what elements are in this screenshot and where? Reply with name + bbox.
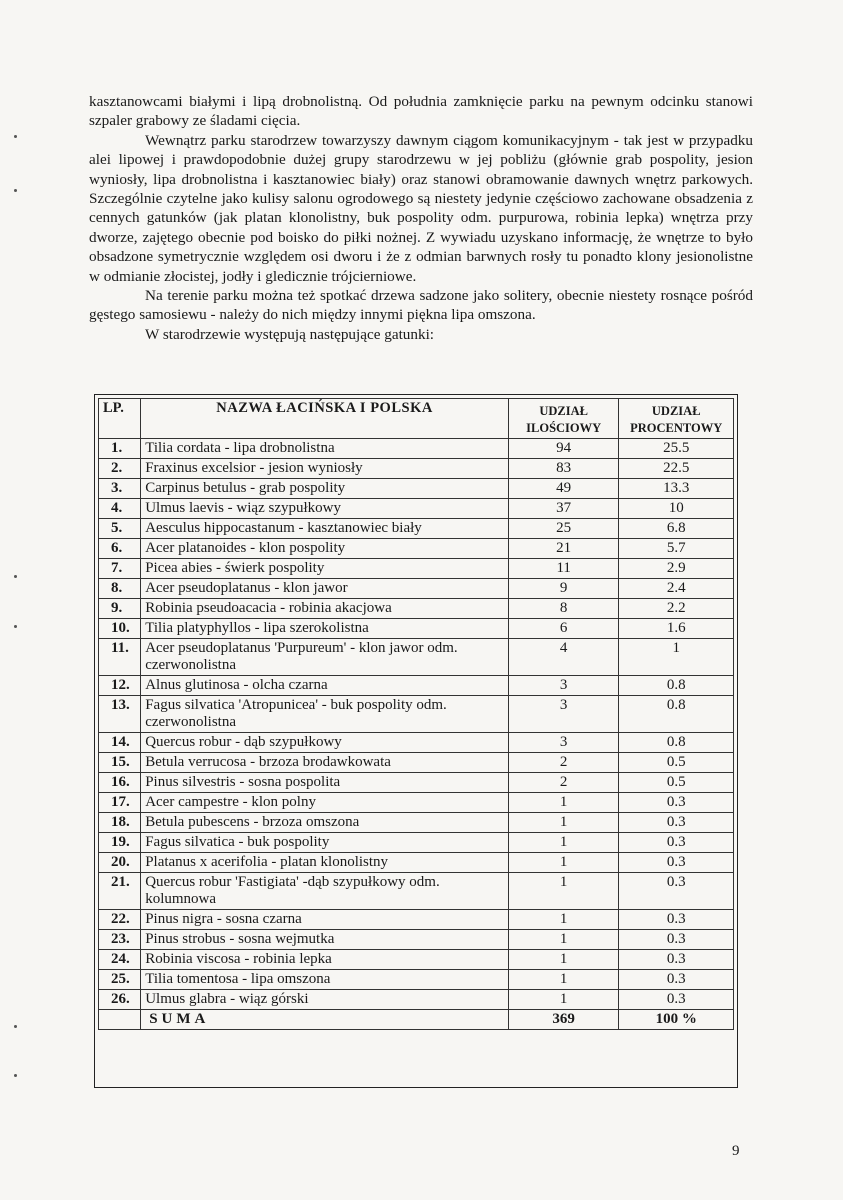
row-number: 25. (99, 970, 141, 990)
percent: 0.3 (619, 853, 734, 873)
table-row (99, 793, 734, 813)
quantity: 1 (508, 970, 619, 990)
quantity: 94 (508, 439, 619, 459)
quantity: 1 (508, 873, 619, 910)
row-number: 22. (99, 910, 141, 930)
species-name: Acer platanoides - klon pospolity (141, 539, 509, 559)
percent: 0.3 (619, 910, 734, 930)
quantity: 1 (508, 793, 619, 813)
paragraph: W starodrzewie występują następujące gatunki: (145, 325, 435, 343)
scan-speck (14, 189, 17, 192)
species-name: Acer pseudoplatanus 'Purpureum' - klon jawor odm. czerwonolistna (141, 639, 509, 676)
species-name: Pinus strobus - sosna wejmutka (141, 930, 509, 950)
table-row (99, 639, 734, 676)
percent: 13.3 (619, 479, 734, 499)
header-percent: UDZIAŁ PROCENTOWY (619, 399, 734, 439)
row-number: 7. (99, 559, 141, 579)
row-number: 1. (99, 439, 141, 459)
species-name: Acer campestre - klon polny (141, 793, 509, 813)
quantity: 3 (508, 676, 619, 696)
quantity: 11 (508, 559, 619, 579)
row-number: 26. (99, 990, 141, 1010)
species-name: Tilia tomentosa - lipa omszona (141, 970, 509, 990)
row-number: 14. (99, 733, 141, 753)
row-number: 9. (99, 599, 141, 619)
table-row (99, 853, 734, 873)
scan-speck (14, 575, 17, 578)
percent: 25.5 (619, 439, 734, 459)
table-row (99, 579, 734, 599)
table-row (99, 676, 734, 696)
row-number: 23. (99, 930, 141, 950)
table-row (99, 833, 734, 853)
table-row (99, 990, 734, 1010)
species-name: Picea abies - świerk pospolity (141, 559, 509, 579)
species-name: Betula pubescens - brzoza omszona (141, 813, 509, 833)
table-row (99, 519, 734, 539)
table-row (99, 499, 734, 519)
table-row (99, 773, 734, 793)
scan-speck (14, 135, 17, 138)
percent: 2.2 (619, 599, 734, 619)
table-row (99, 599, 734, 619)
header-name: NAZWA ŁACIŃSKA I POLSKA (141, 399, 509, 439)
table-row (99, 479, 734, 499)
table-body (99, 439, 734, 1010)
total-row (99, 1010, 734, 1030)
quantity: 1 (508, 950, 619, 970)
row-number: 6. (99, 539, 141, 559)
row-number: 5. (99, 519, 141, 539)
row-number: 11. (99, 639, 141, 676)
body-text (89, 92, 753, 344)
quantity: 6 (508, 619, 619, 639)
table-row (99, 619, 734, 639)
percent: 0.3 (619, 793, 734, 813)
row-number: 19. (99, 833, 141, 853)
percent: 0.3 (619, 873, 734, 910)
species-name: Tilia platyphyllos - lipa szerokolistna (141, 619, 509, 639)
row-number: 10. (99, 619, 141, 639)
total-quantity: 369 (508, 1010, 619, 1030)
row-number: 15. (99, 753, 141, 773)
table-row (99, 539, 734, 559)
species-name: Platanus x acerifolia - platan klonolistny (141, 853, 509, 873)
row-number: 3. (99, 479, 141, 499)
percent: 0.3 (619, 950, 734, 970)
species-name: Aesculus hippocastanum - kasztanowiec biały (141, 519, 509, 539)
paragraph: Wewnątrz parku starodrzew towarzyszy dawnym ciągom komunikacyjnym - tak jest w przypadku alei lipowej i prawdopodobnie dużej grupy starodrzewu w jej pobliżu (głównie grab pospolity, jesion wyniosły, lipa drobnolistna i kasztanowiec biały) oraz stanowi obramowanie dawnych wnętrz parkowych. Szczególnie czytelne jako kulisy salonu ogrodowego są niestety jedynie częściowo zachowane obsadzenia z cennych gatunków (jak platan klonolistny, buk pospolity odm. purpurowa, robinia lepka) wnętrza przy dworze, zajętego obecnie pod boisko do piłki nożnej. Z wywiadu uzyskano informację, że wnętrze to było obsadzone symetrycznie względem osi dworu i że z odmian barwnych rosły tu ponadto klony jesionolistne w odmianie złocistej, jodły i gledicznie trójcierniowe. (89, 131, 753, 285)
percent: 22.5 (619, 459, 734, 479)
quantity: 25 (508, 519, 619, 539)
quantity: 3 (508, 733, 619, 753)
percent: 1 (619, 639, 734, 676)
row-number: 18. (99, 813, 141, 833)
percent: 2.9 (619, 559, 734, 579)
row-number: 20. (99, 853, 141, 873)
quantity: 1 (508, 930, 619, 950)
species-name: Quercus robur - dąb szypułkowy (141, 733, 509, 753)
quantity: 49 (508, 479, 619, 499)
quantity: 21 (508, 539, 619, 559)
quantity: 1 (508, 910, 619, 930)
scan-speck (14, 1025, 17, 1028)
species-name: Pinus silvestris - sosna pospolita (141, 773, 509, 793)
table-row (99, 970, 734, 990)
row-number: 21. (99, 873, 141, 910)
species-name: Pinus nigra - sosna czarna (141, 910, 509, 930)
quantity: 37 (508, 499, 619, 519)
table-row (99, 459, 734, 479)
row-number: 2. (99, 459, 141, 479)
table-row (99, 696, 734, 733)
species-table (98, 398, 734, 1030)
percent: 0.3 (619, 833, 734, 853)
quantity: 2 (508, 773, 619, 793)
quantity: 83 (508, 459, 619, 479)
page-number: 9 (732, 1143, 740, 1159)
species-name: Ulmus laevis - wiąz szypułkowy (141, 499, 509, 519)
species-name: Robinia viscosa - robinia lepka (141, 950, 509, 970)
species-name: Alnus glutinosa - olcha czarna (141, 676, 509, 696)
quantity: 3 (508, 696, 619, 733)
percent: 1.6 (619, 619, 734, 639)
percent: 10 (619, 499, 734, 519)
quantity: 4 (508, 639, 619, 676)
percent: 0.3 (619, 813, 734, 833)
species-name: Quercus robur 'Fastigiata' -dąb szypułkowy odm. kolumnowa (141, 873, 509, 910)
percent: 0.3 (619, 970, 734, 990)
species-name: Acer pseudoplatanus - klon jawor (141, 579, 509, 599)
table-row (99, 950, 734, 970)
percent: 2.4 (619, 579, 734, 599)
species-name: Carpinus betulus - grab pospolity (141, 479, 509, 499)
row-number: 17. (99, 793, 141, 813)
percent: 5.7 (619, 539, 734, 559)
percent: 0.8 (619, 733, 734, 753)
row-number: 13. (99, 696, 141, 733)
percent: 0.8 (619, 676, 734, 696)
paragraph: Na terenie parku można też spotkać drzewa sadzone jako solitery, obecnie niestety rosnące pośród gęstego samosiewu - należy do nich między innymi piękna lipa omszona. (89, 287, 753, 324)
quantity: 1 (508, 813, 619, 833)
species-name: Fagus silvatica - buk pospolity (141, 833, 509, 853)
species-name: Betula verrucosa - brzoza brodawkowata (141, 753, 509, 773)
table-row (99, 873, 734, 910)
species-name: Fagus silvatica 'Atropunicea' - buk pospolity odm. czerwonolistna (141, 696, 509, 733)
quantity: 8 (508, 599, 619, 619)
species-name: Fraxinus excelsior - jesion wyniosły (141, 459, 509, 479)
scan-speck (14, 1074, 17, 1077)
table-row (99, 733, 734, 753)
row-number: 16. (99, 773, 141, 793)
quantity: 2 (508, 753, 619, 773)
species-name: Ulmus glabra - wiąz górski (141, 990, 509, 1010)
percent: 6.8 (619, 519, 734, 539)
row-number: 24. (99, 950, 141, 970)
total-label: SUMA (141, 1010, 509, 1030)
row-number: 4. (99, 499, 141, 519)
percent: 0.3 (619, 930, 734, 950)
total-empty-cell (99, 1010, 141, 1030)
percent: 0.5 (619, 753, 734, 773)
quantity: 9 (508, 579, 619, 599)
scan-speck (14, 625, 17, 628)
quantity: 1 (508, 853, 619, 873)
species-name: Tilia cordata - lipa drobnolistna (141, 439, 509, 459)
table-header-row (99, 399, 734, 439)
table-row (99, 930, 734, 950)
header-lp: LP. (99, 399, 141, 439)
table-row (99, 753, 734, 773)
table-row (99, 559, 734, 579)
header-quantity: UDZIAŁ ILOŚCIOWY (508, 399, 619, 439)
quantity: 1 (508, 990, 619, 1010)
percent: 0.3 (619, 990, 734, 1010)
total-percent: 100 % (619, 1010, 734, 1030)
row-number: 8. (99, 579, 141, 599)
table-row (99, 910, 734, 930)
species-table-frame (94, 394, 738, 1088)
percent: 0.5 (619, 773, 734, 793)
table-row (99, 439, 734, 459)
table-row (99, 813, 734, 833)
quantity: 1 (508, 833, 619, 853)
paragraph: kasztanowcami białymi i lipą drobnolistną. Od południa zamknięcie parku na pewnym odcinku stanowi szpaler grabowy ze śladami cięcia. (89, 93, 753, 130)
row-number: 12. (99, 676, 141, 696)
percent: 0.8 (619, 696, 734, 733)
species-name: Robinia pseudoacacia - robinia akacjowa (141, 599, 509, 619)
